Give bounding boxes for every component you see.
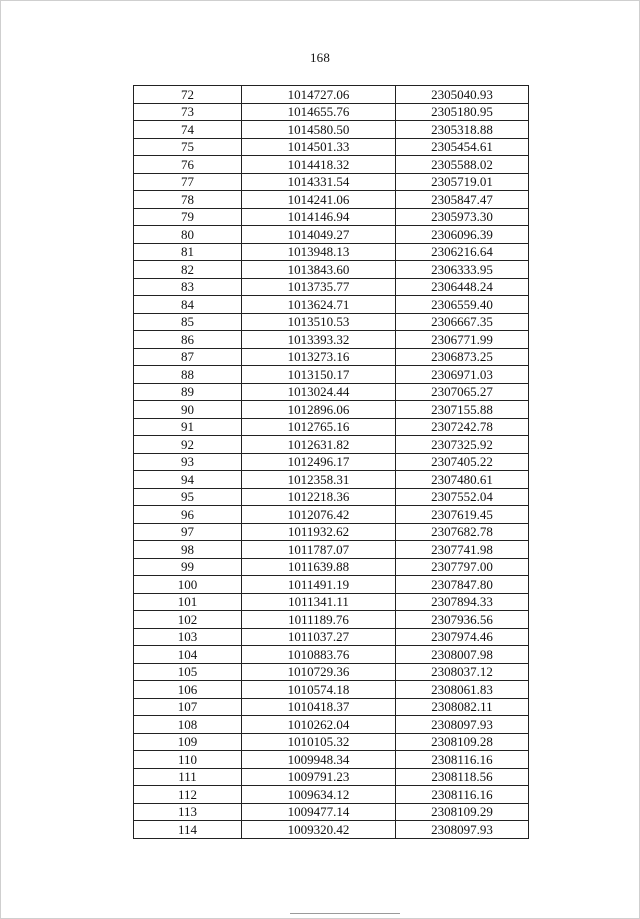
x-coordinate-cell: 1012631.82	[242, 436, 396, 454]
x-coordinate-cell: 1012218.36	[242, 488, 396, 506]
point-number-cell: 89	[134, 383, 242, 401]
x-coordinate-cell: 1013393.32	[242, 331, 396, 349]
coordinates-table	[133, 85, 529, 839]
table-row	[134, 453, 529, 471]
y-coordinate-cell: 2307405.22	[396, 453, 529, 471]
point-number-cell: 76	[134, 156, 242, 174]
y-coordinate-cell: 2308118.56	[396, 768, 529, 786]
x-coordinate-cell: 1009948.34	[242, 751, 396, 769]
x-coordinate-cell: 1013273.16	[242, 348, 396, 366]
point-number-cell: 87	[134, 348, 242, 366]
y-coordinate-cell: 2306771.99	[396, 331, 529, 349]
y-coordinate-cell: 2308037.12	[396, 663, 529, 681]
y-coordinate-cell: 2307847.80	[396, 576, 529, 594]
y-coordinate-cell: 2305973.30	[396, 208, 529, 226]
x-coordinate-cell: 1012076.42	[242, 506, 396, 524]
point-number-cell: 90	[134, 401, 242, 419]
x-coordinate-cell: 1010262.04	[242, 716, 396, 734]
table-row	[134, 173, 529, 191]
point-number-cell: 94	[134, 471, 242, 489]
x-coordinate-cell: 1014418.32	[242, 156, 396, 174]
point-number-cell: 80	[134, 226, 242, 244]
point-number-cell: 102	[134, 611, 242, 629]
table-row	[134, 506, 529, 524]
x-coordinate-cell: 1014146.94	[242, 208, 396, 226]
point-number-cell: 73	[134, 103, 242, 121]
x-coordinate-cell: 1012896.06	[242, 401, 396, 419]
table-row	[134, 646, 529, 664]
table-row	[134, 226, 529, 244]
y-coordinate-cell: 2307242.78	[396, 418, 529, 436]
x-coordinate-cell: 1014580.50	[242, 121, 396, 139]
x-coordinate-cell: 1009477.14	[242, 803, 396, 821]
y-coordinate-cell: 2308007.98	[396, 646, 529, 664]
point-number-cell: 92	[134, 436, 242, 454]
y-coordinate-cell: 2307741.98	[396, 541, 529, 559]
y-coordinate-cell: 2308097.93	[396, 821, 529, 839]
y-coordinate-cell: 2308109.28	[396, 733, 529, 751]
y-coordinate-cell: 2305040.93	[396, 86, 529, 104]
table-row	[134, 243, 529, 261]
y-coordinate-cell: 2308109.29	[396, 803, 529, 821]
x-coordinate-cell: 1014655.76	[242, 103, 396, 121]
table-row	[134, 418, 529, 436]
y-coordinate-cell: 2305719.01	[396, 173, 529, 191]
point-number-cell: 81	[134, 243, 242, 261]
table-row	[134, 208, 529, 226]
x-coordinate-cell: 1014241.06	[242, 191, 396, 209]
x-coordinate-cell: 1014727.06	[242, 86, 396, 104]
table-row	[134, 593, 529, 611]
x-coordinate-cell: 1014049.27	[242, 226, 396, 244]
table-row	[134, 401, 529, 419]
x-coordinate-cell: 1012358.31	[242, 471, 396, 489]
y-coordinate-cell: 2308082.11	[396, 698, 529, 716]
y-coordinate-cell: 2306559.40	[396, 296, 529, 314]
x-coordinate-cell: 1013150.17	[242, 366, 396, 384]
y-coordinate-cell: 2305454.61	[396, 138, 529, 156]
y-coordinate-cell: 2305588.02	[396, 156, 529, 174]
x-coordinate-cell: 1014501.33	[242, 138, 396, 156]
y-coordinate-cell: 2305180.95	[396, 103, 529, 121]
point-number-cell: 100	[134, 576, 242, 594]
table-row	[134, 366, 529, 384]
x-coordinate-cell: 1011037.27	[242, 628, 396, 646]
table-row	[134, 576, 529, 594]
table-row	[134, 331, 529, 349]
x-coordinate-cell: 1013624.71	[242, 296, 396, 314]
y-coordinate-cell: 2307155.88	[396, 401, 529, 419]
x-coordinate-cell: 1011491.19	[242, 576, 396, 594]
point-number-cell: 113	[134, 803, 242, 821]
point-number-cell: 95	[134, 488, 242, 506]
table-row	[134, 523, 529, 541]
point-number-cell: 110	[134, 751, 242, 769]
x-coordinate-cell: 1013510.53	[242, 313, 396, 331]
point-number-cell: 72	[134, 86, 242, 104]
x-coordinate-cell: 1010105.32	[242, 733, 396, 751]
bottom-scan-mark	[290, 913, 400, 914]
point-number-cell: 109	[134, 733, 242, 751]
table-row	[134, 681, 529, 699]
table-row	[134, 821, 529, 839]
x-coordinate-cell: 1013024.44	[242, 383, 396, 401]
x-coordinate-cell: 1010729.36	[242, 663, 396, 681]
table-row	[134, 541, 529, 559]
point-number-cell: 91	[134, 418, 242, 436]
table-row	[134, 383, 529, 401]
x-coordinate-cell: 1011341.11	[242, 593, 396, 611]
point-number-cell: 86	[134, 331, 242, 349]
table-row	[134, 261, 529, 279]
point-number-cell: 103	[134, 628, 242, 646]
table-row	[134, 471, 529, 489]
table-row	[134, 156, 529, 174]
x-coordinate-cell: 1011787.07	[242, 541, 396, 559]
point-number-cell: 114	[134, 821, 242, 839]
y-coordinate-cell: 2305847.47	[396, 191, 529, 209]
y-coordinate-cell: 2308061.83	[396, 681, 529, 699]
point-number-cell: 78	[134, 191, 242, 209]
y-coordinate-cell: 2307552.04	[396, 488, 529, 506]
x-coordinate-cell: 1009791.23	[242, 768, 396, 786]
point-number-cell: 98	[134, 541, 242, 559]
x-coordinate-cell: 1012496.17	[242, 453, 396, 471]
y-coordinate-cell: 2308116.16	[396, 751, 529, 769]
point-number-cell: 84	[134, 296, 242, 314]
table-row	[134, 488, 529, 506]
point-number-cell: 97	[134, 523, 242, 541]
table-row	[134, 611, 529, 629]
y-coordinate-cell: 2308116.16	[396, 786, 529, 804]
coordinates-table-body	[134, 86, 529, 839]
point-number-cell: 106	[134, 681, 242, 699]
page-number: 168	[309, 50, 331, 65]
table-row	[134, 803, 529, 821]
x-coordinate-cell: 1013948.13	[242, 243, 396, 261]
x-coordinate-cell: 1014331.54	[242, 173, 396, 191]
y-coordinate-cell: 2308097.93	[396, 716, 529, 734]
table-row	[134, 558, 529, 576]
point-number-cell: 79	[134, 208, 242, 226]
point-number-cell: 82	[134, 261, 242, 279]
point-number-cell: 101	[134, 593, 242, 611]
x-coordinate-cell: 1011639.88	[242, 558, 396, 576]
point-number-cell: 105	[134, 663, 242, 681]
table-row	[134, 733, 529, 751]
x-coordinate-cell: 1009320.42	[242, 821, 396, 839]
y-coordinate-cell: 2307797.00	[396, 558, 529, 576]
point-number-cell: 96	[134, 506, 242, 524]
x-coordinate-cell: 1012765.16	[242, 418, 396, 436]
table-row	[134, 121, 529, 139]
point-number-cell: 74	[134, 121, 242, 139]
x-coordinate-cell: 1011932.62	[242, 523, 396, 541]
y-coordinate-cell: 2306667.35	[396, 313, 529, 331]
point-number-cell: 112	[134, 786, 242, 804]
y-coordinate-cell: 2307065.27	[396, 383, 529, 401]
y-coordinate-cell: 2306096.39	[396, 226, 529, 244]
x-coordinate-cell: 1013735.77	[242, 278, 396, 296]
point-number-cell: 108	[134, 716, 242, 734]
table-row	[134, 348, 529, 366]
table-row	[134, 628, 529, 646]
x-coordinate-cell: 1010574.18	[242, 681, 396, 699]
table-row	[134, 296, 529, 314]
table-row	[134, 786, 529, 804]
table-row	[134, 103, 529, 121]
table-row	[134, 436, 529, 454]
x-coordinate-cell: 1009634.12	[242, 786, 396, 804]
point-number-cell: 85	[134, 313, 242, 331]
point-number-cell: 83	[134, 278, 242, 296]
table-row	[134, 138, 529, 156]
table-row	[134, 191, 529, 209]
point-number-cell: 104	[134, 646, 242, 664]
table-row	[134, 86, 529, 104]
point-number-cell: 99	[134, 558, 242, 576]
x-coordinate-cell: 1013843.60	[242, 261, 396, 279]
y-coordinate-cell: 2307325.92	[396, 436, 529, 454]
table-row	[134, 698, 529, 716]
x-coordinate-cell: 1011189.76	[242, 611, 396, 629]
table-row	[134, 278, 529, 296]
y-coordinate-cell: 2306873.25	[396, 348, 529, 366]
y-coordinate-cell: 2307619.45	[396, 506, 529, 524]
table-row	[134, 716, 529, 734]
point-number-cell: 93	[134, 453, 242, 471]
y-coordinate-cell: 2307894.33	[396, 593, 529, 611]
y-coordinate-cell: 2306333.95	[396, 261, 529, 279]
point-number-cell: 77	[134, 173, 242, 191]
table-row	[134, 768, 529, 786]
x-coordinate-cell: 1010418.37	[242, 698, 396, 716]
y-coordinate-cell: 2307974.46	[396, 628, 529, 646]
point-number-cell: 75	[134, 138, 242, 156]
y-coordinate-cell: 2306971.03	[396, 366, 529, 384]
x-coordinate-cell: 1010883.76	[242, 646, 396, 664]
y-coordinate-cell: 2307936.56	[396, 611, 529, 629]
point-number-cell: 88	[134, 366, 242, 384]
y-coordinate-cell: 2307480.61	[396, 471, 529, 489]
table-row	[134, 313, 529, 331]
y-coordinate-cell: 2305318.88	[396, 121, 529, 139]
table-row	[134, 663, 529, 681]
y-coordinate-cell: 2306448.24	[396, 278, 529, 296]
y-coordinate-cell: 2307682.78	[396, 523, 529, 541]
point-number-cell: 107	[134, 698, 242, 716]
point-number-cell: 111	[134, 768, 242, 786]
y-coordinate-cell: 2306216.64	[396, 243, 529, 261]
table-row	[134, 751, 529, 769]
